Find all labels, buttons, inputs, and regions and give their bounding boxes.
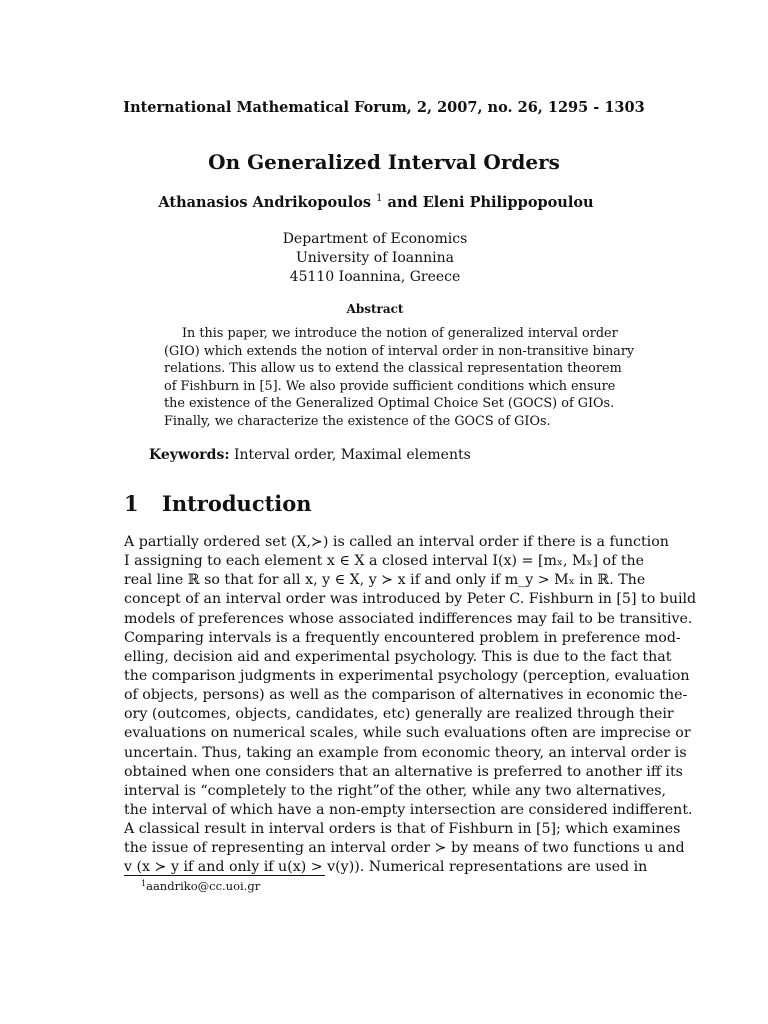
body-line: the comparison judgments in experimental psychology (perception, evaluation — [124, 667, 690, 684]
affiliation — [0, 230, 750, 287]
abstract-line: of Fishburn in [5]. We also provide sufficient conditions which ensure — [164, 378, 616, 394]
body-text — [124, 533, 697, 878]
abstract-text — [164, 325, 635, 431]
footnote-email: aandriko@cc.uoi.gr — [146, 879, 261, 893]
body-line: evaluations on numerical scales, while such evaluations often are imprecise or — [124, 725, 691, 742]
section-heading — [124, 491, 312, 516]
author-name: Eleni Philippopoulou — [422, 194, 594, 211]
footnote — [141, 879, 260, 893]
footnote-marker: 1 — [141, 879, 147, 888]
body-line: real line ℝ so that for all x, y ∈ X, y ≻ x if and only if m_y > Mₓ in ℝ. The — [124, 572, 646, 589]
body-line: elling, decision aid and experimental psychology. This is due to the fact that — [124, 648, 672, 665]
body-line: models of preferences whose associated indifferences may fail to be transitive. — [124, 610, 693, 627]
section-number: 1 — [124, 491, 139, 516]
author-list — [0, 193, 752, 211]
abstract-line: (GIO) which extends the notion of interval order in non-transitive binary — [164, 343, 635, 359]
body-line: v (x ≻ y if and only if u(x) > v(y)). Numerical representations are used in — [124, 859, 648, 876]
paper-title: On Generalized Interval Orders — [208, 150, 560, 174]
affiliation-line: 45110 Ioannina, Greece — [289, 269, 461, 285]
body-line: interval is “completely to the right”of the other, while any two alternatives, — [124, 782, 667, 799]
body-line: of objects, persons) as well as the comparison of alternatives in economic the- — [124, 687, 688, 704]
body-line: the issue of representing an interval order ≻ by means of two functions u and — [124, 840, 685, 857]
body-line: the interval of which have a non-empty intersection are considered indifferent. — [124, 801, 693, 818]
body-line: A classical result in interval orders is that of Fishburn in [5]; which examines — [124, 821, 681, 838]
author-separator: and — [387, 194, 418, 211]
footnote-marker: 1 — [376, 193, 383, 204]
body-line: uncertain. Thus, taking an example from economic theory, an interval order is — [124, 744, 687, 761]
journal-header: International Mathematical Forum, 2, 2007, no. 26, 1295 - 1303 — [123, 99, 645, 116]
body-line: ory (outcomes, objects, candidates, etc) generally are realized through their — [124, 706, 674, 723]
body-line: obtained when one considers that an alternative is preferred to another iff its — [124, 763, 683, 780]
abstract-heading: Abstract — [346, 302, 404, 316]
abstract-line: In this paper, we introduce the notion of generalized interval order — [182, 326, 618, 341]
body-line: concept of an interval order was introduced by Peter C. Fishburn in [5] to build — [124, 591, 697, 608]
keywords-text: Interval order, Maximal elements — [233, 447, 471, 463]
keywords-label: Keywords: — [149, 447, 230, 463]
body-line: Comparing intervals is a frequently encountered problem in preference mod- — [124, 629, 681, 646]
affiliation-line: Department of Economics — [282, 231, 468, 247]
abstract-line: relations. This allow us to extend the classical representation theorem — [164, 361, 622, 377]
keywords — [149, 447, 471, 463]
affiliation-line: University of Ioannina — [295, 250, 455, 266]
body-line: I assigning to each element x ∈ X a closed interval I(x) = [mₓ, Mₓ] of the — [124, 553, 645, 570]
body-line: A partially ordered set (X,≻) is called an interval order if there is a function — [124, 534, 669, 550]
abstract-line: Finally, we characterize the existence of the GOCS of GIOs. — [164, 413, 551, 429]
abstract-line: the existence of the Generalized Optimal Choice Set (GOCS) of GIOs. — [164, 396, 615, 412]
section-title: Introduction — [162, 491, 312, 516]
footnote-rule — [124, 875, 325, 876]
author-name: Athanasios Andrikopoulos — [158, 194, 372, 211]
